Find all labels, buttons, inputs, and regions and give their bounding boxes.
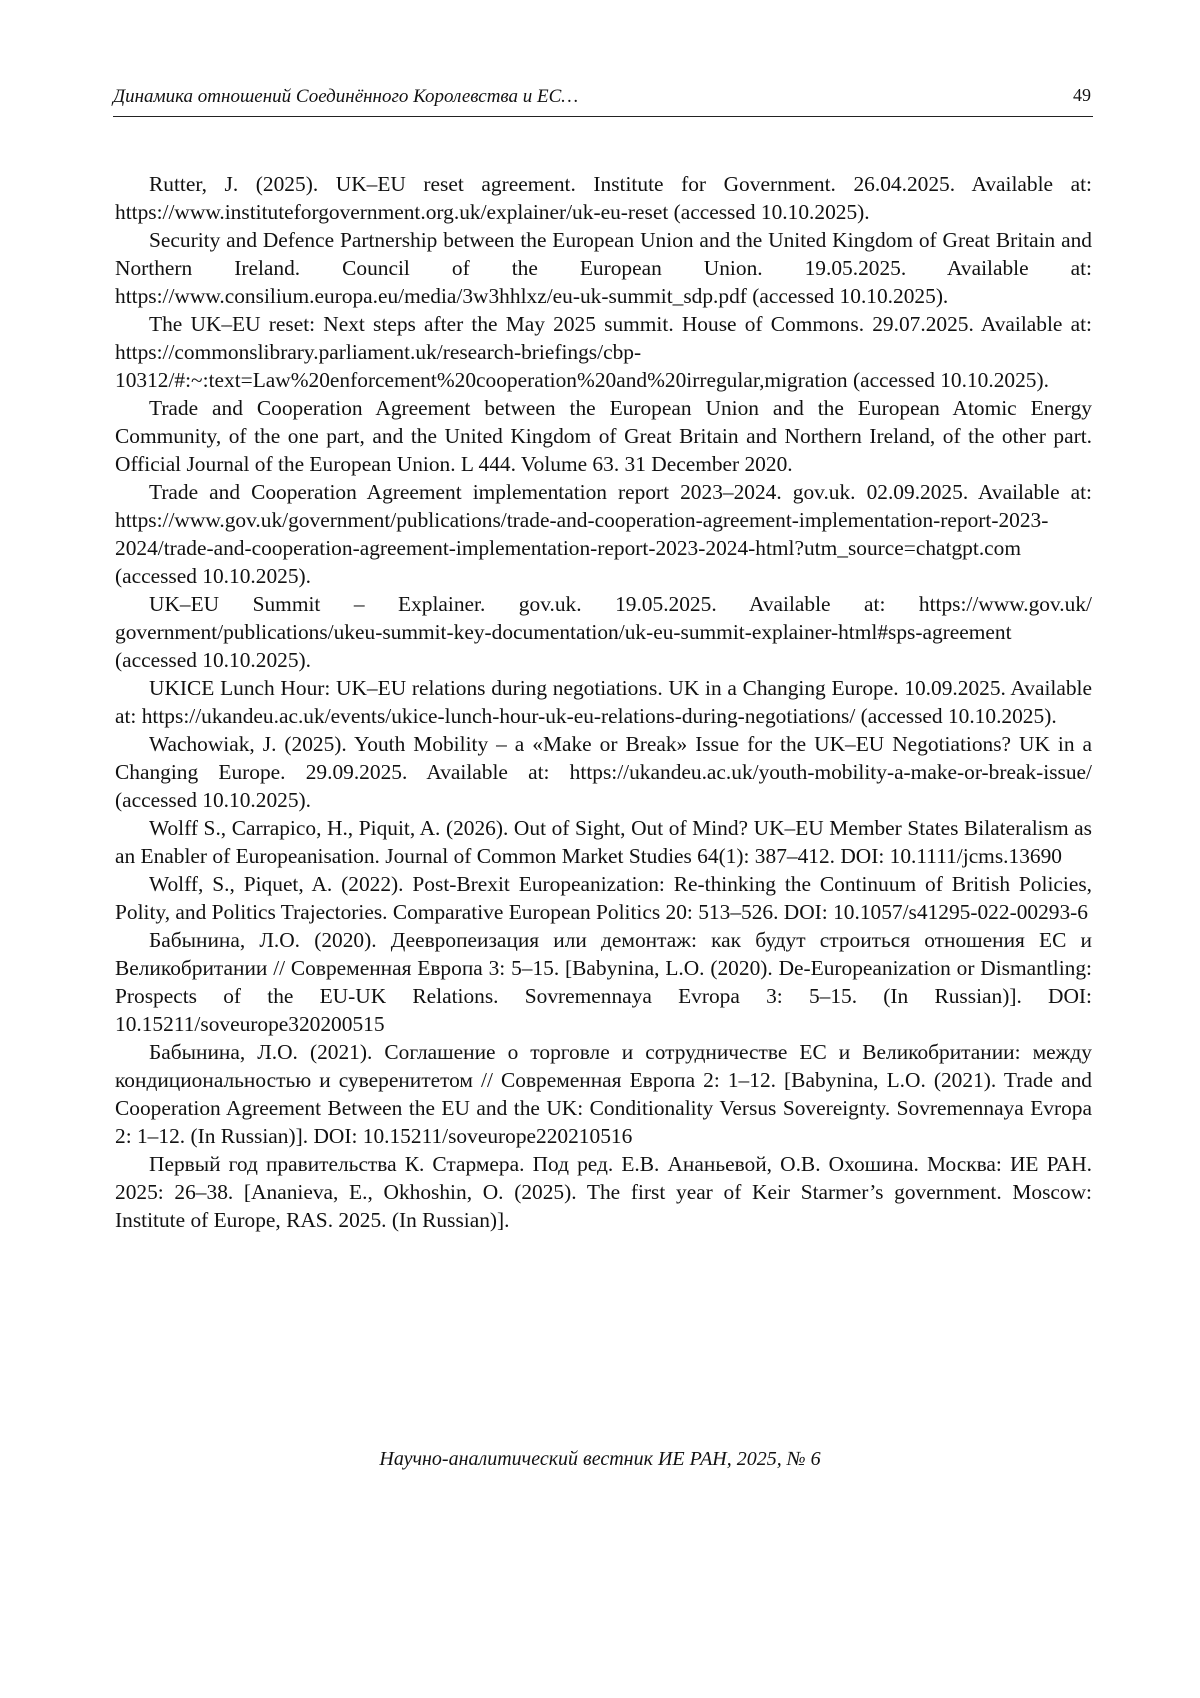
reference-item: Trade and Cooperation Agreement implementation report 2023–2024. gov.uk. 02.09.2025. Available at: https://www.gov.uk/government/publications/trade-and-cooperation-agreement-implementation-report-2023-2024/trade-and-cooperation-agreement-implementation-report-2023-2024-html?utm_source=chatgpt.com (accessed 10.10.2025). — [115, 480, 1092, 588]
reference-item: Wolff S., Carrapico, H., Piquit, A. (2026). Out of Sight, Out of Mind? UK–EU Member States Bilateralism as an Enabler of Europeanisation. Journal of Common Market Studies 64(1): 387–412. DOI: 10.1111/jcms.13690 — [115, 816, 1092, 868]
reference-item: UK–EU Summit – Explainer. gov.uk. 19.05.2025. Available at: https://www.gov.uk/ government/publications/ukeu-summit-key-documentation/uk-eu-summit-explainer-html#sps-agreement (accessed 10.10.2025). — [115, 592, 1092, 672]
reference-item: UKICE Lunch Hour: UK–EU relations during negotiations. UK in a Changing Europe. 10.09.2025. Available at: https://ukandeu.ac.uk/events/ukice-lunch-hour-uk-eu-relations-during-negotiations/ (accessed 10.10.2025). — [115, 676, 1092, 728]
reference-list — [115, 170, 1092, 1234]
reference-item: Бабынина, Л.О. (2021). Соглашение о торговле и сотрудничестве ЕС и Великобритании: между кондициональностью и суверенитетом // Современная Европа 2: 1–12. [Babynina, L.O. (2021). Trade and Cooperation Agreement Between the EU and the UK: Conditionality Versus Sovereignty. Sovremennaya Evropa 2: 1–12. (In Russian)]. DOI: 10.15211/soveurope220210516 — [115, 1040, 1092, 1148]
journal-footer: Научно-аналитический вестник ИЕ РАН, 2025, № 6 — [379, 1448, 821, 1470]
running-title: Динамика отношений Соединённого Королевства и ЕС… — [113, 86, 579, 107]
reference-item: Wolff, S., Piquet, A. (2022). Post-Brexit Europeanization: Re-thinking the Continuum of British Policies, Polity, and Politics Trajectories. Comparative European Politics 20: 513–526. DOI: 10.1057/s41295-022-00293-6 — [115, 872, 1092, 924]
reference-item: Rutter, J. (2025). UK–EU reset agreement. Institute for Government. 26.04.2025. Available at: https://www.instituteforgovernment.org.uk/explainer/uk-eu-reset (accessed 10.10.2025). — [115, 172, 1092, 224]
reference-item: The UK–EU reset: Next steps after the May 2025 summit. House of Commons. 29.07.2025. Available at: https://commonslibrary.parliament.uk/research-briefings/cbp-10312/#:~:text=Law%20enforcement%20cooperation%20and%20irregular,migration (accessed 10.10.2025). — [115, 312, 1092, 392]
reference-item: Security and Defence Partnership between the European Union and the United Kingdom of Great Britain and Northern Ireland. Council of the European Union. 19.05.2025. Available at: https://www.consilium.europa.eu/media/3w3hhlxz/eu-uk-summit_sdp.pdf (accessed 10.10.2025). — [115, 228, 1092, 308]
running-header — [113, 82, 1093, 117]
reference-item: Бабынина, Л.О. (2020). Деевропеизация или демонтаж: как будут строиться отношения ЕС и Великобритании // Современная Европа 3: 5–15. [Babynina, L.O. (2020). De-Europeanization or Dismantling: Prospects of the EU-UK Relations. Sovremennaya Evropa 3: 5–15. (In Russian)]. DOI: 10.15211/soveurope320200515 — [115, 928, 1092, 1036]
reference-item: Первый год правительства К. Стармера. Под ред. Е.В. Ананьевой, О.В. Охошина. Москва: ИЕ РАН. 2025: 26–38. [Ananieva, E., Okhoshin, O. (2025). The first year of Keir Starmer’s government. Moscow: Institute of Europe, RAS. 2025. (In Russian)]. — [115, 1152, 1092, 1232]
page-number: 49 — [1073, 85, 1091, 105]
reference-item: Wachowiak, J. (2025). Youth Mobility – a «Make or Break» Issue for the UK–EU Negotiations? UK in a Changing Europe. 29.09.2025. Available at: https://ukandeu.ac.uk/youth-mobility-a-make-or-break-issue/ (accessed 10.10.2025). — [115, 732, 1092, 812]
reference-item: Trade and Cooperation Agreement between the European Union and the European Atomic Energy Community, of the one part, and the United Kingdom of Great Britain and Northern Ireland, of the other part. Official Journal of the European Union. L 444. Volume 63. 31 December 2020. — [115, 396, 1092, 476]
